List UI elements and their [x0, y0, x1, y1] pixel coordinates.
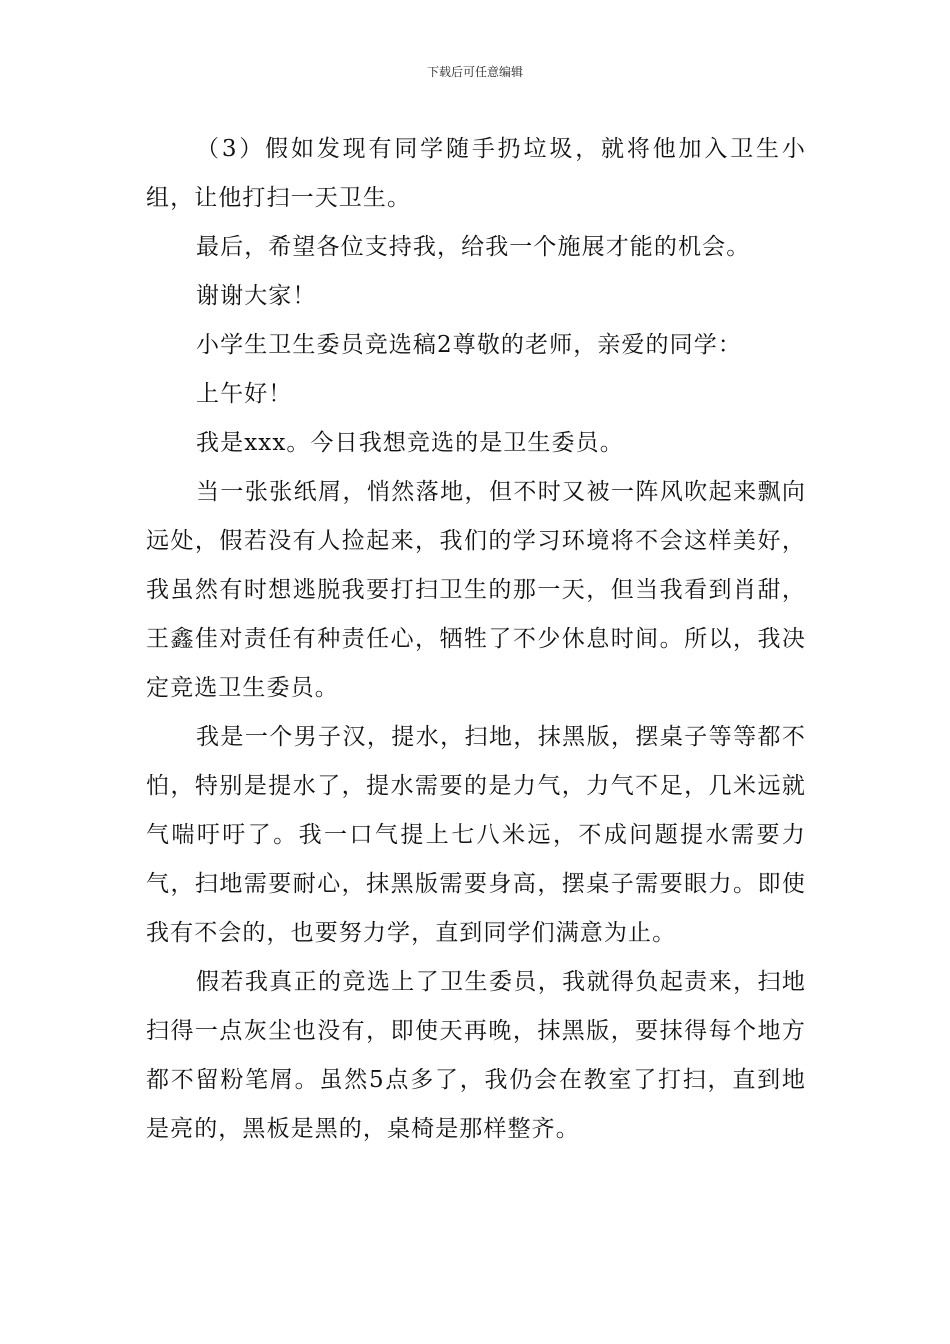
paragraph-rule-3: （3）假如发现有同学随手扔垃圾，就将他加入卫生小组，让他打扫一天卫生。 [146, 136, 806, 211]
paragraph-motivation: 当一张张纸屑，悄然落地，但不时又被一阵风吹起来飘向远处，假若没有人捡起来，我们的学习环境将不会这样美好，我虽然有时想逃脱我要打扫卫生的那一天，但当我看到肖甜，王鑫佳对责任有种责任心，牺牲了不少休息时间。所以，我决定竞选卫生委员。 [146, 479, 806, 701]
paragraph-speech-2-title: 小学生卫生委员竞选稿2尊敬的老师，亲爱的同学： [196, 332, 742, 358]
page-header-note: 下载后可任意编辑 [426, 65, 523, 79]
paragraph-greeting: 上午好！ [196, 381, 293, 407]
paragraph-closing-request: 最后，希望各位支持我，给我一个施展才能的机会。 [196, 234, 751, 260]
paragraph-promise: 假若我真正的竞选上了卫生委员，我就得负起责来，扫地扫得一点灰尘也没有，即使天再晚，抹黑版，要抹得每个地方都不留粉笔屑。虽然5点多了，我仍会在教室了打扫，直到地是亮的，黑板是黑的，桌椅是那样整齐。 [146, 969, 806, 1142]
paragraph-introduction: 我是xxx。今日我想竞选的是卫生委员。 [196, 430, 624, 456]
paragraph-capability: 我是一个男子汉，提水，扫地，抹黑版，摆桌子等等都不怕，特别是提水了，提水需要的是力气，力气不足，几米远就气喘吁吁了。我一口气提上七八米远，不成问题提水需要力气，扫地需要耐心，抹黑版需要身高，摆桌子需要眼力。即使我有不会的，也要努力学，直到同学们满意为止。 [146, 724, 806, 946]
paragraph-thanks: 谢谢大家！ [196, 283, 317, 309]
document-body [146, 125, 806, 1154]
